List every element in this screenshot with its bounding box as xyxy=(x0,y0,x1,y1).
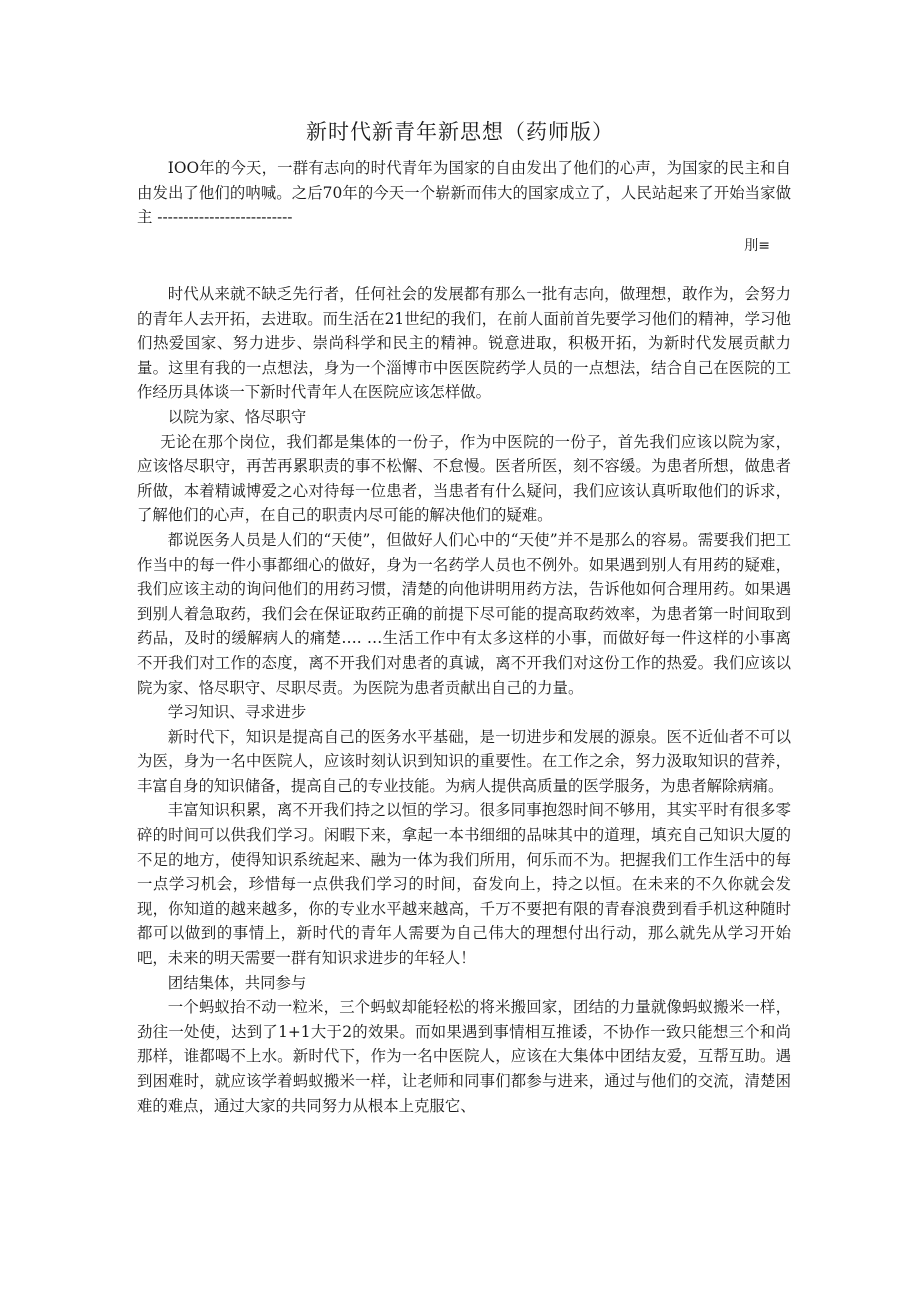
section-heading: 团结集体，共同参与 xyxy=(167,973,307,992)
signature-mark: 刖≡ xyxy=(744,238,770,254)
paragraph: 新时代下，知识是提高自己的医务水平基础，是一切进步和发展的源泉。医不近仙者不可以为医，身为一名中医院人，应该时刻认识到知识的重要性。在工作之余，努力汲取知识的营养，丰富自身的知识储备，提高自己的专业技能。为病人提供高质量的医学服务，为患者解除病痛。 xyxy=(137,727,791,795)
paragraph: 无论在那个岗位，我们都是集体的一份子，作为中医院的一份子，首先我们应该以院为家，应该恪尽职守，再苦再累职责的事不松懈、不怠慢。医者所医，刻不容缓。为患者所想，做患者所做，本着精诚博爱之心对待每一位患者，当患者有什么疑问，我们应该认真听取他们的诉求，了解他们的心声，在自己的职责内尽可能的解决他们的疑难。 xyxy=(137,432,791,525)
body-block xyxy=(137,282,791,1118)
page-title: 新时代新青年新思想（药师版） xyxy=(306,120,614,144)
section-heading: 学习知识、寻求进步 xyxy=(167,703,307,722)
paragraph: 时代从来就不缺乏先行者，任何社会的发展都有那么一批有志向，做理想，敢作为，会努力的青年人去开拓，去进取。而生活在21世纪的我们，在前人面前首先要学习他们的精神，学习他们热爱国家、努力进步、崇尚科学和民主的精神。锐意进取，积极开拓，为新时代发展贡献力量。这里有我的一点想法，身为一个淄博市中医医院药学人员的一点想法，结合自己在医院的工作经历具体谈一下新时代青年人在医院应该怎样做。 xyxy=(137,285,791,402)
intro-paragraph: IOO年的今天，一群有志向的时代青年为国家的自由发出了他们的心声，为国家的民主和自由发出了他们的呐喊。之后70年的今天一个崭新而伟大的国家成立了，人民站起来了开始当家做主 -------------------------- xyxy=(137,159,791,227)
paragraph: 丰富知识积累，离不开我们持之以恒的学习。很多同事抱怨时间不够用，其实平时有很多零碎的时间可以供我们学习。闲暇下来，拿起一本书细细的品味其中的道理，填充自己知识大厦的不足的地方，使得知识系统起来、融为一体为我们所用，何乐而不为。把握我们工作生活中的每一点学习机会，珍惜每一点供我们学习的时间，奋发向上，持之以恒。在未来的不久你就会发现，你知道的越来越多，你的专业水平越来越高，千万不要把有限的青春浪费到看手机这种随时都可以做到的事情上，新时代的青年人需要为自己伟大的理想付出行动，那么就先从学习开始吧，未来的明天需要一群有知识求进步的年轻人！ xyxy=(137,801,791,968)
intro-block xyxy=(137,156,791,230)
paragraph: 都说医务人员是人们的“天使”，但做好人们心中的“天使”并不是那么的容易。需要我们把工作当中的每一件小事都细心的做好，身为一名药学人员也不例外。如果遇到别人有用药的疑难，我们应该主动的询问他们的用药习惯，清楚的向他讲明用药方法，告诉他如何合理用药。如果遇到别人着急取药，我们会在保证取药正确的前提下尽可能的提高取药效率，为患者第一时间取到药品，及时的缓解病人的痛楚…. …生活工作中有太多这样的小事，而做好每一件这样的小事离不开我们对工作的态度，离不开我们对患者的真诚，离不开我们对这份工作的热爱。我们应该以院为家、恪尽职守、尽职尽责。为医院为患者贡献出自己的力量。 xyxy=(137,530,791,697)
section-heading: 以院为家、恪尽职守 xyxy=(167,407,307,426)
paragraph: 一个蚂蚁抬不动一粒米，三个蚂蚁却能轻松的将米搬回家，团结的力量就像蚂蚁搬米一样，劲往一处使，达到了1+1大于2的效果。而如果遇到事情相互推诿，不协作一致只能想三个和尚那样，谁都喝不上水。新时代下，作为一名中医院人，应该在大集体中团结友爱，互帮互助。遇到困难时，就应该学着蚂蚁搬米一样，让老师和同事们都参与进来，通过与他们的交流，清楚困难的难点，通过大家的共同努力从根本上克服它、 xyxy=(137,998,791,1115)
